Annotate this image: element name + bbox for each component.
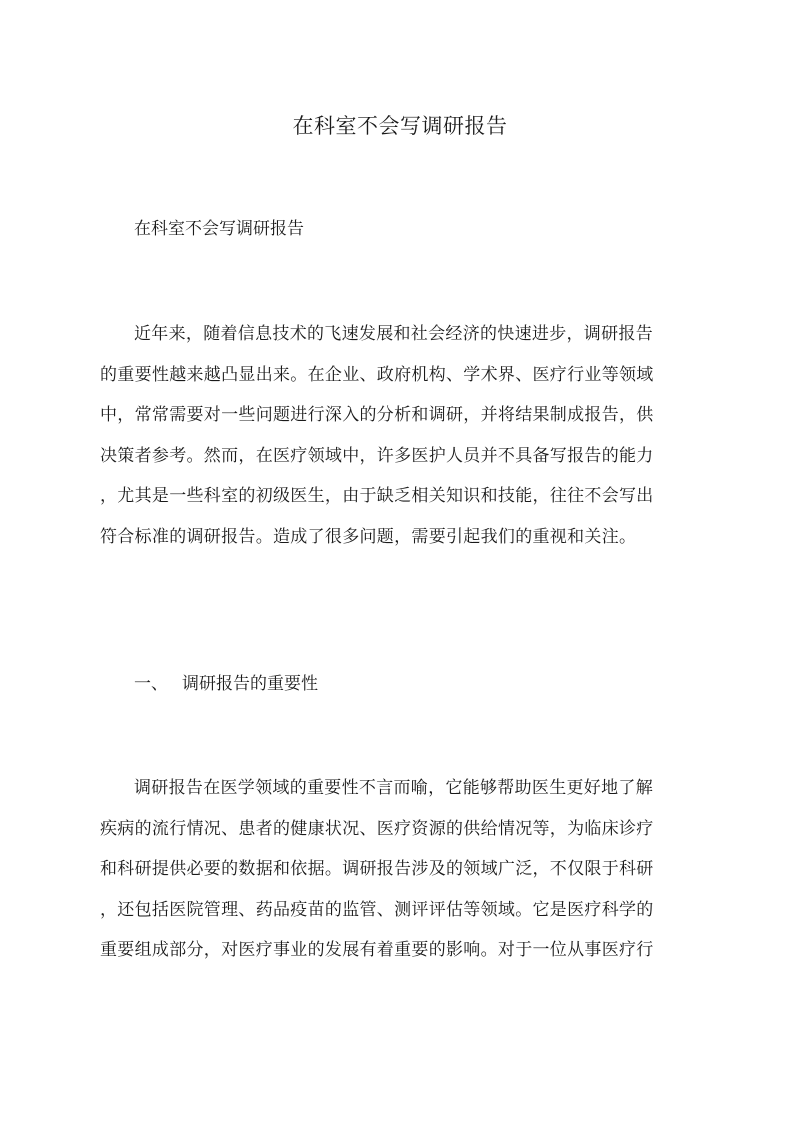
paragraph-line: 中，常常需要对一些问题进行深入的分析和调研，并将结果制成报告，供 (100, 405, 654, 426)
section-number: 一、 (134, 674, 168, 694)
section-heading-text: 调研报告的重要性 (182, 674, 318, 694)
paragraph-line: 重要组成部分，对医疗事业的发展有着重要的影响。对于一位从事医疗行 (100, 940, 654, 961)
paragraph-line: 符合标准的调研报告。造成了很多问题，需要引起我们的重视和关注。 (100, 526, 637, 547)
paragraph-line: ，还包括医院管理、药品疫苗的监管、测评评估等领域。它是医疗科学的 (100, 899, 654, 920)
paragraph-line: 调研报告在医学领域的重要性不言而喻，它能够帮助医生更好地了解 (134, 778, 653, 798)
paragraph-line: 决策者参考。然而，在医疗领域中，许多医护人员并不具备写报告的能力 (100, 445, 654, 466)
paragraph-line: 和科研提供必要的数据和依据。调研报告涉及的领域广泛，不仅限于科研 (100, 859, 654, 880)
section-paragraph (100, 768, 700, 971)
paragraph-line: ，尤其是一些科室的初级医生，由于缺乏相关知识和技能，往往不会写出 (100, 486, 654, 507)
intro-paragraph (100, 314, 700, 558)
paragraph-line: 疾病的流行情况、患者的健康状况、医疗资源的供给情况等，为临床诊疗 (100, 818, 654, 839)
section-heading (134, 669, 318, 699)
paragraph-line: 的重要性越来越凸显出来。在企业、政府机构、学术界、医疗行业等领域 (100, 364, 654, 385)
document-title: 在科室不会写调研报告 (292, 114, 508, 139)
paragraph-line: 近年来，随着信息技术的飞速发展和社会经济的快速进步，调研报告 (134, 324, 653, 344)
document-subtitle: 在科室不会写调研报告 (134, 219, 304, 239)
